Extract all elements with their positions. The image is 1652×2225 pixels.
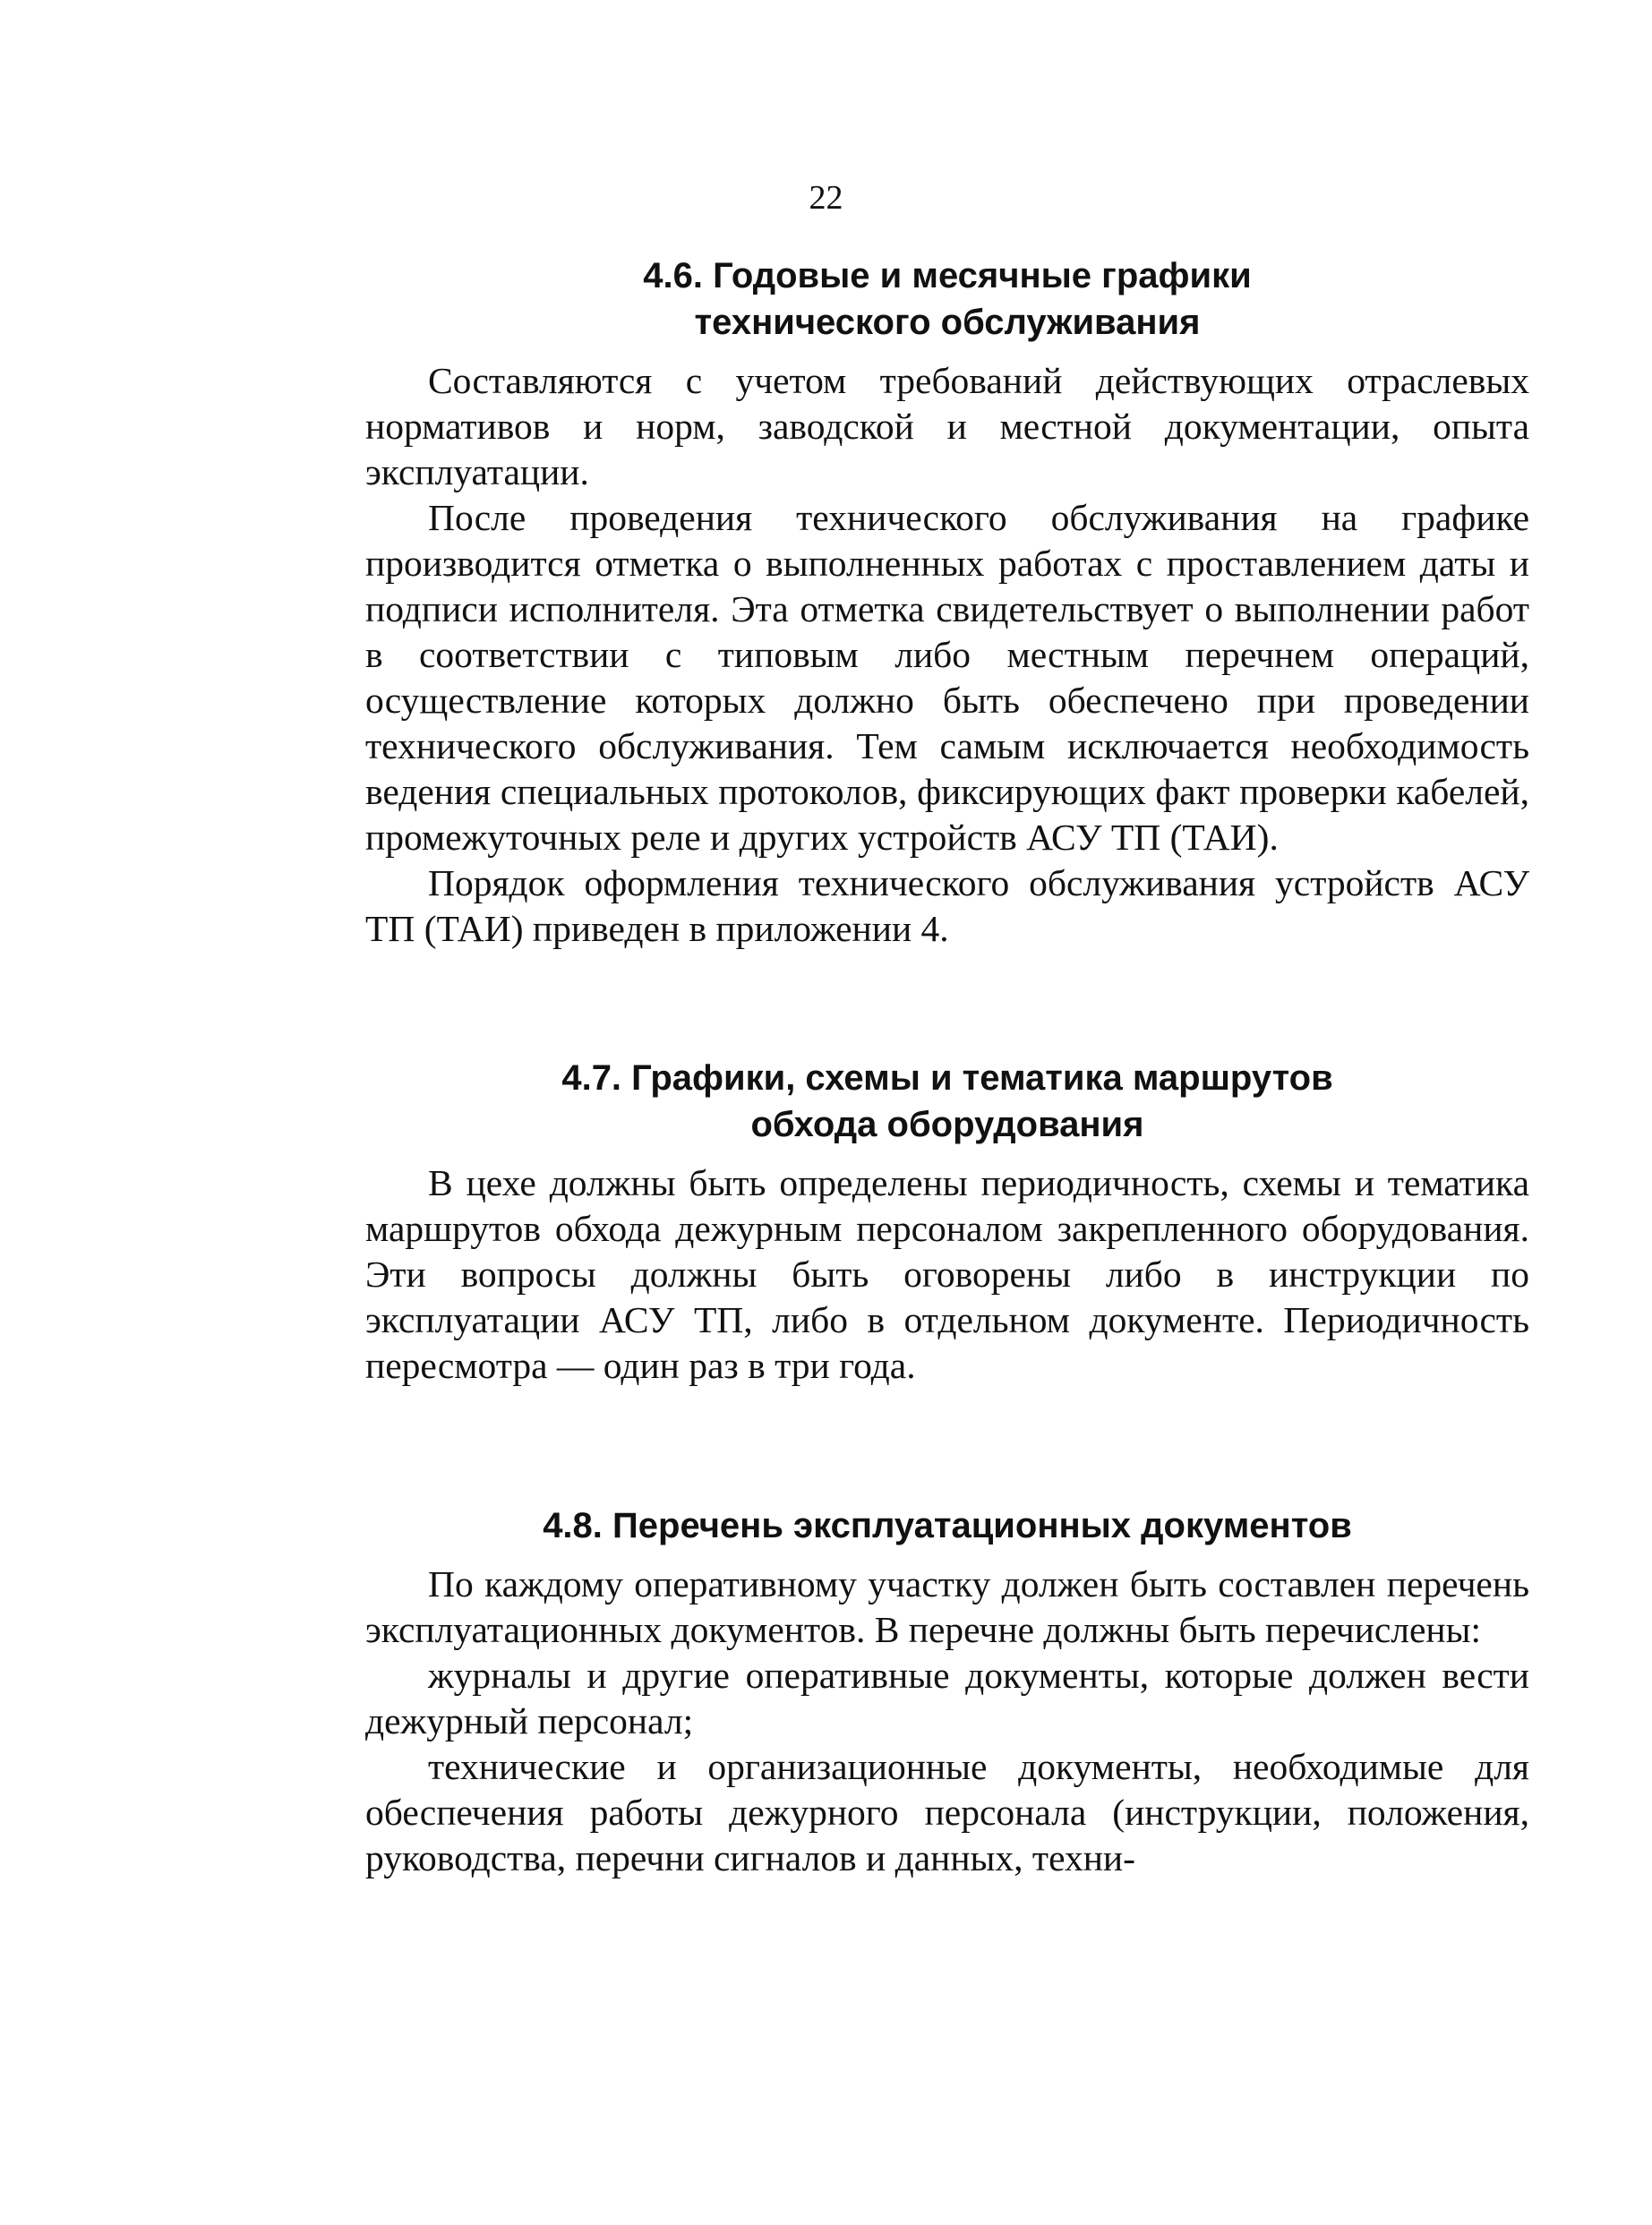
section-heading	[365, 1502, 1529, 1549]
section-4-8	[365, 1502, 1529, 1881]
section-heading	[365, 1055, 1529, 1148]
paragraph: После проведения технического обслуживания на графике производится отметка о выполненных работах с проставлением даты и подписи исполнителя. Эта отметка свидетельствует о выполнении работ в соответствии с типовым либо местным перечнем операций, осуществление которых должно быть обеспечено при проведении технического обслуживания. Тем самым исключается необходимость ведения специальных протоколов, фиксирующих факт проверки кабелей, промежуточных реле и других устройств АСУ ТП (ТАИ).	[365, 497, 1529, 858]
list-paragraph: технические и организационные документы, необходимые для обеспечения работы дежурного персонала (инструкции, положения, руководства, перечни сигналов и данных, техни-	[365, 1746, 1529, 1878]
heading-line: обхода оборудования	[750, 1105, 1144, 1144]
section-4-7	[365, 1055, 1529, 1389]
paragraph: В цехе должны быть определены периодичность, схемы и тематика маршрутов обхода дежурным персоналом закрепленного оборудования. Эти вопросы должны быть оговорены либо в инструкции по эксплуатации АСУ ТП, либо в отдельном документе. Периодичность пересмотра — один раз в три года.	[365, 1162, 1529, 1386]
paragraph: Составляются с учетом требований действующих отраслевых нормативов и норм, заводской и местной документации, опыта эксплуатации.	[365, 360, 1529, 492]
heading-line: 4.8. Перечень эксплуатационных документов	[543, 1506, 1352, 1545]
list-paragraph: журналы и другие оперативные документы, которые должен вести дежурный персонал;	[365, 1655, 1529, 1741]
paragraph: Порядок оформления технического обслуживания устройств АСУ ТП (ТАИ) приведен в приложении 4.	[365, 862, 1529, 949]
page-number: 22	[809, 179, 843, 217]
heading-line: технического обслуживания	[694, 303, 1201, 342]
section-heading	[365, 252, 1529, 346]
heading-line: 4.7. Графики, схемы и тематика маршрутов	[561, 1058, 1333, 1098]
section-4-6	[365, 252, 1529, 952]
paragraph: По каждому оперативному участку должен быть составлен перечень эксплуатационных документов. В перечне должны быть перечислены:	[365, 1563, 1529, 1650]
heading-line: 4.6. Годовые и месячные графики	[643, 256, 1252, 295]
